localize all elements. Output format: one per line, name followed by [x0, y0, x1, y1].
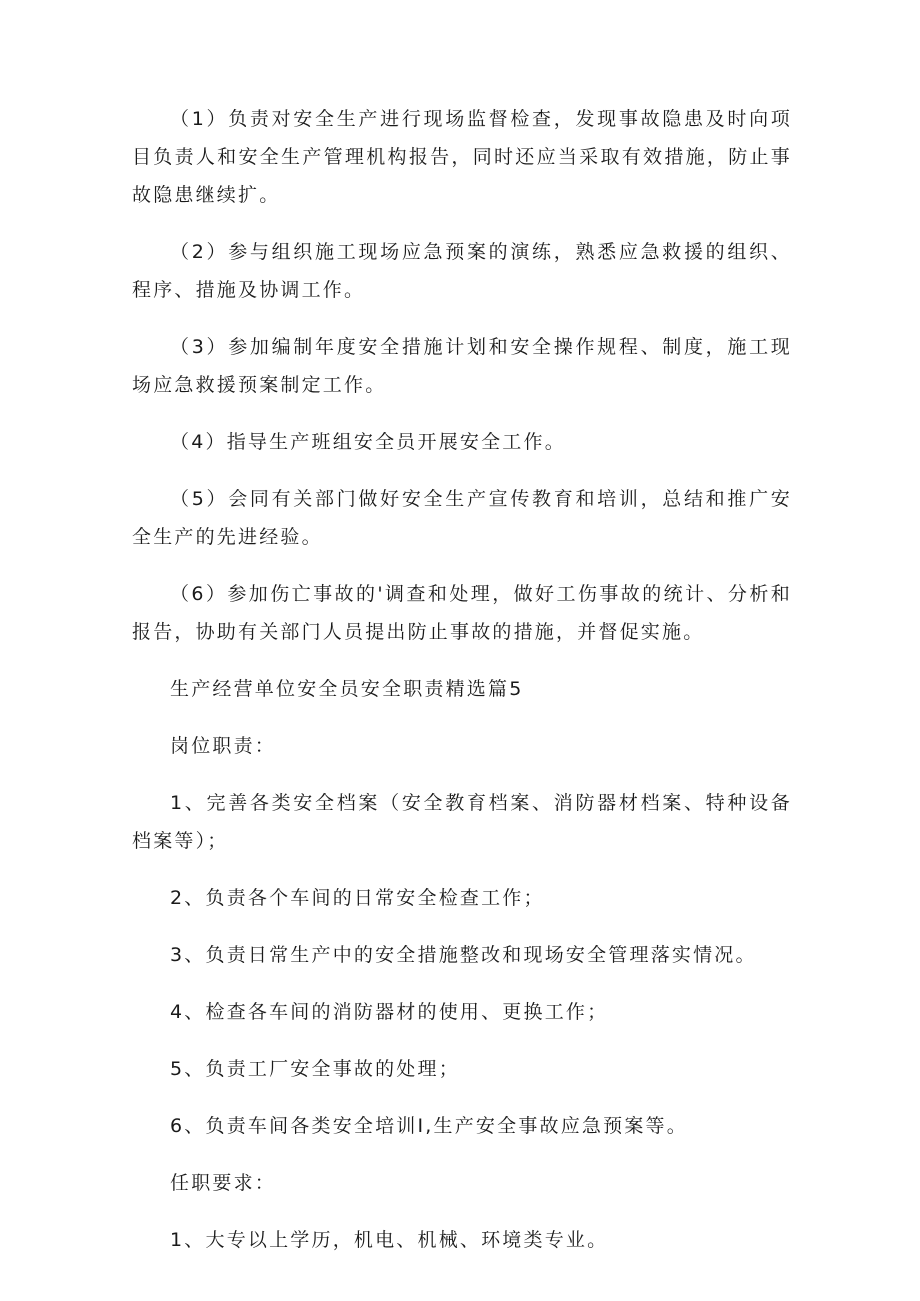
job-duty-2: 2、负责各个车间的日常安全检查工作；: [170, 887, 545, 909]
document-body: [132, 100, 792, 1278]
duty-item-5: （5）会同有关部门做好安全生产宣传教育和培训，总结和推广安全生产的先进经验。: [132, 488, 792, 548]
duty-item-2: （2）参与组织施工现场应急预案的演练，熟悉应急救援的组织、程序、措施及协调工作。: [132, 241, 792, 301]
job-duty-5: 5、负责工厂安全事故的处理；: [170, 1058, 460, 1080]
job-duty-3: 3、负责日常生产中的安全措施整改和现场安全管理落实情况。: [170, 944, 757, 966]
job-duty-1: 1、完善各类安全档案（安全教育档案、消防器材档案、特种设备档案等）；: [132, 792, 792, 852]
job-duty-6: 6、负责车间各类安全培训I,生产安全事故应急预案等。: [170, 1115, 688, 1137]
section-title: 生产经营单位安全员安全职责精选篇5: [170, 678, 524, 700]
duty-item-6: （6）参加伤亡事故的'调查和处理，做好工伤事故的统计、分析和报告，协助有关部门人员提出防止事故的措施，并督促实施。: [132, 583, 792, 643]
requirements-heading: 任职要求：: [170, 1172, 277, 1194]
duty-item-1: （1）负责对安全生产进行现场监督检查，发现事故隐患及时向项目负责人和安全生产管理机构报告，同时还应当采取有效措施，防止事故隐患继续扩。: [132, 108, 792, 206]
job-duty-4: 4、检查各车间的消防器材的使用、更换工作；: [170, 1001, 609, 1023]
duty-item-3: （3）参加编制年度安全措施计划和安全操作规程、制度，施工现场应急救援预案制定工作。: [132, 336, 792, 396]
requirement-1: 1、大专以上学历，机电、机械、环境类专业。: [170, 1229, 609, 1251]
duty-item-4: （4）指导生产班组安全员开展安全工作。: [170, 431, 566, 453]
job-duties-heading: 岗位职责：: [170, 735, 277, 757]
